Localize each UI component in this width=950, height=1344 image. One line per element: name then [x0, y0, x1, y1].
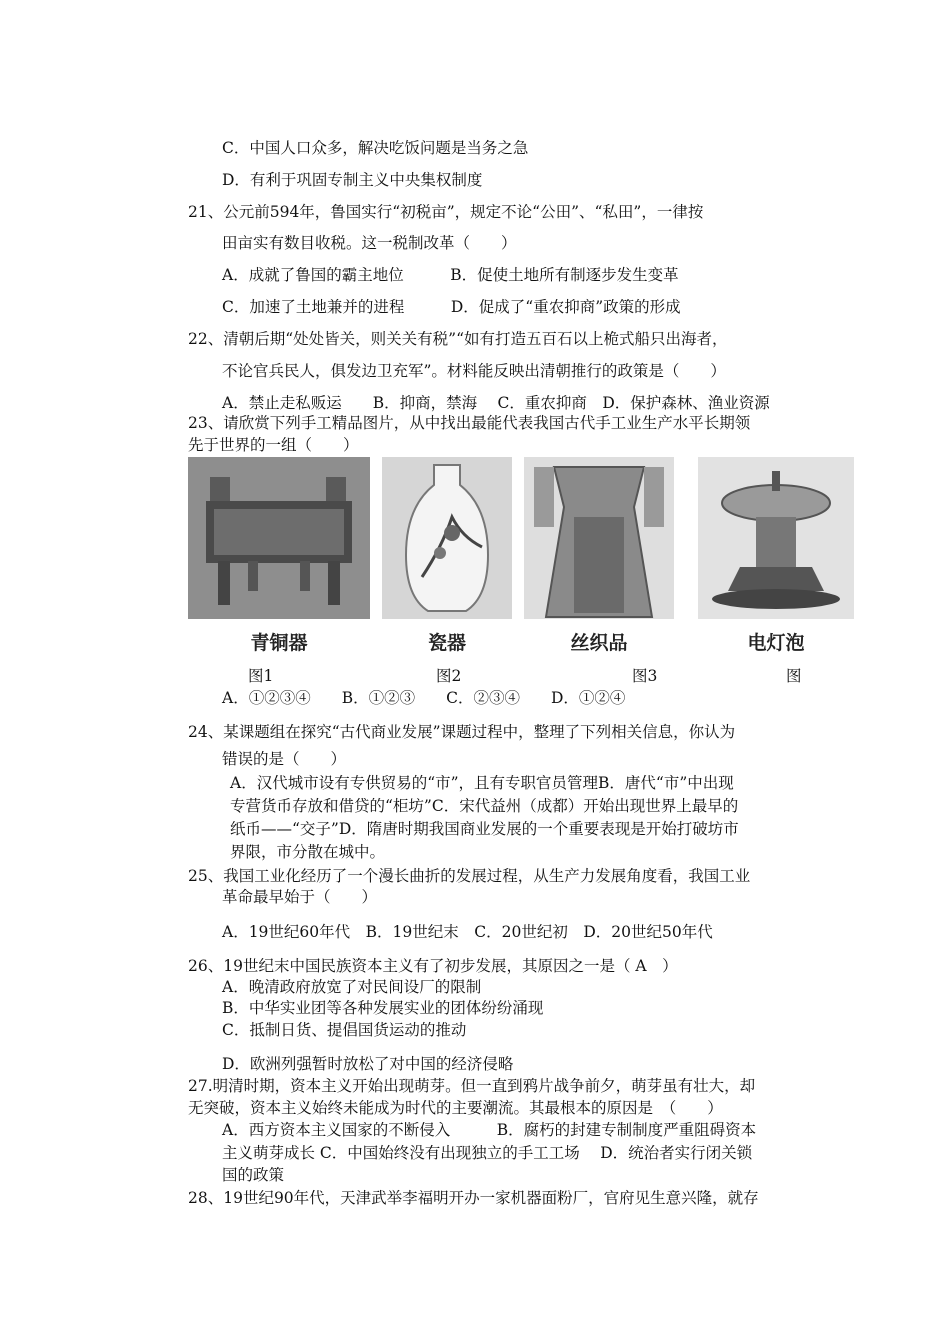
figure-caption: 丝织品 — [570, 632, 628, 654]
figure-caption: 青铜器 — [250, 632, 308, 654]
option-line: A．成就了鲁国的霸主地位 B．促使土地所有制逐步发生变革 — [222, 266, 679, 284]
silk-robe-icon — [524, 457, 674, 619]
option-line: 主义萌芽成长 C．中国始终没有出现独立的手工工场 D．统治者实行闭关锁 — [222, 1144, 753, 1162]
silk-robe-image — [524, 457, 674, 619]
figure-number: 图2 — [436, 667, 462, 685]
option-line: 专营货币存放和借贷的“柜坊”C．宋代益州（成都）开始出现世界上最早的 — [230, 797, 739, 815]
question-24: 24、某课题组在探究“古代商业发展”课题过程中，整理了下列相关信息，你认为 — [188, 723, 736, 741]
option-line: A．19世纪60年代 B．19世纪末 C．20世纪初 D．20世纪50年代 — [222, 923, 713, 941]
bronze-ding-image — [188, 457, 370, 619]
light-bulb-icon — [698, 457, 854, 619]
option-line: A．①②③④ B．①②③ C．②③④ D．①②④ — [222, 689, 626, 707]
question-text: 先于世界的一组（ ） — [188, 436, 359, 454]
question-26: 26、19世纪末中国民族资本主义有了初步发展，其原因之一是（ A ） — [188, 957, 678, 975]
option-line: D．有利于巩固专制主义中央集权制度 — [222, 171, 483, 189]
figure-number: 图3 — [632, 667, 658, 685]
figure-caption: 瓷器 — [427, 632, 466, 654]
option-line: 国的政策 — [222, 1166, 285, 1184]
figure-caption: 电灯泡 — [747, 632, 805, 654]
question-text: 错误的是（ ） — [222, 750, 347, 768]
question-27: 27.明清时期，资本主义开始出现萌芽。但一直到鸦片战争前夕，萌芽虽有壮大，却 — [188, 1077, 756, 1095]
option-line: C．加速了土地兼并的进程 D．促成了“重农抑商”政策的形成 — [222, 298, 681, 316]
question-text: 田亩实有数目收税。这一税制改革（ ） — [222, 234, 517, 252]
option-line: D．欧洲列强暂时放松了对中国的经济侵略 — [222, 1055, 514, 1073]
option-line: 纸币——“交子”D．隋唐时期我国商业发展的一个重要表现是开始打破坊市 — [230, 820, 739, 838]
option-line: C．抵制日货、提倡国货运动的推动 — [222, 1021, 467, 1039]
question-text: 不论官兵民人，俱发边卫充军”。材料能反映出清朝推行的政策是（ ） — [222, 362, 726, 380]
question-22: 22、清朝后期“处处皆关，则关关有税”“如有打造五百石以上桅式船只出海者， — [188, 330, 728, 348]
option-line: A．禁止走私贩运 B．抑商，禁海 C．重农抑商 D．保护森林、渔业资源 — [222, 394, 770, 412]
light-bulb-image — [698, 457, 854, 619]
porcelain-vase-image — [382, 457, 512, 619]
option-line: A．西方资本主义国家的不断侵入 B．腐朽的封建专制制度严重阻碍资本 — [222, 1121, 757, 1139]
option-line: 界限，市分散在城中。 — [230, 843, 386, 861]
question-23: 23、请欣赏下列手工精品图片，从中找出最能代表我国古代手工业生产水平长期领 — [188, 414, 751, 432]
option-line: A．汉代城市设有专供贸易的“市”，且有专职官员管理B．唐代“市”中出现 — [230, 774, 734, 792]
figure-number: 图 — [786, 667, 802, 685]
figure-number: 图1 — [248, 667, 274, 685]
question-text: 革命最早始于（ ） — [222, 888, 378, 906]
figure-strip — [188, 457, 854, 619]
bronze-ding-icon — [188, 457, 370, 619]
question-25: 25、我国工业化经历了一个漫长曲折的发展过程，从生产力发展角度看，我国工业 — [188, 867, 751, 885]
question-21: 21、公元前594年，鲁国实行“初税亩”，规定不论“公田”、“私田”，一律按 — [188, 203, 704, 221]
porcelain-vase-icon — [382, 457, 512, 619]
question-text: 无突破，资本主义始终未能成为时代的主要潮流。其最根本的原因是 （ ） — [188, 1099, 723, 1117]
option-line: C．中国人口众多，解决吃饭问题是当务之急 — [222, 139, 529, 157]
option-line: B．中华实业团等各种发展实业的团体纷纷涌现 — [222, 999, 544, 1017]
option-line: A．晚清政府放宽了对民间设厂的限制 — [222, 978, 482, 996]
question-28: 28、19世纪90年代，天津武举李福明开办一家机器面粉厂，官府见生意兴隆，就存 — [188, 1189, 759, 1207]
